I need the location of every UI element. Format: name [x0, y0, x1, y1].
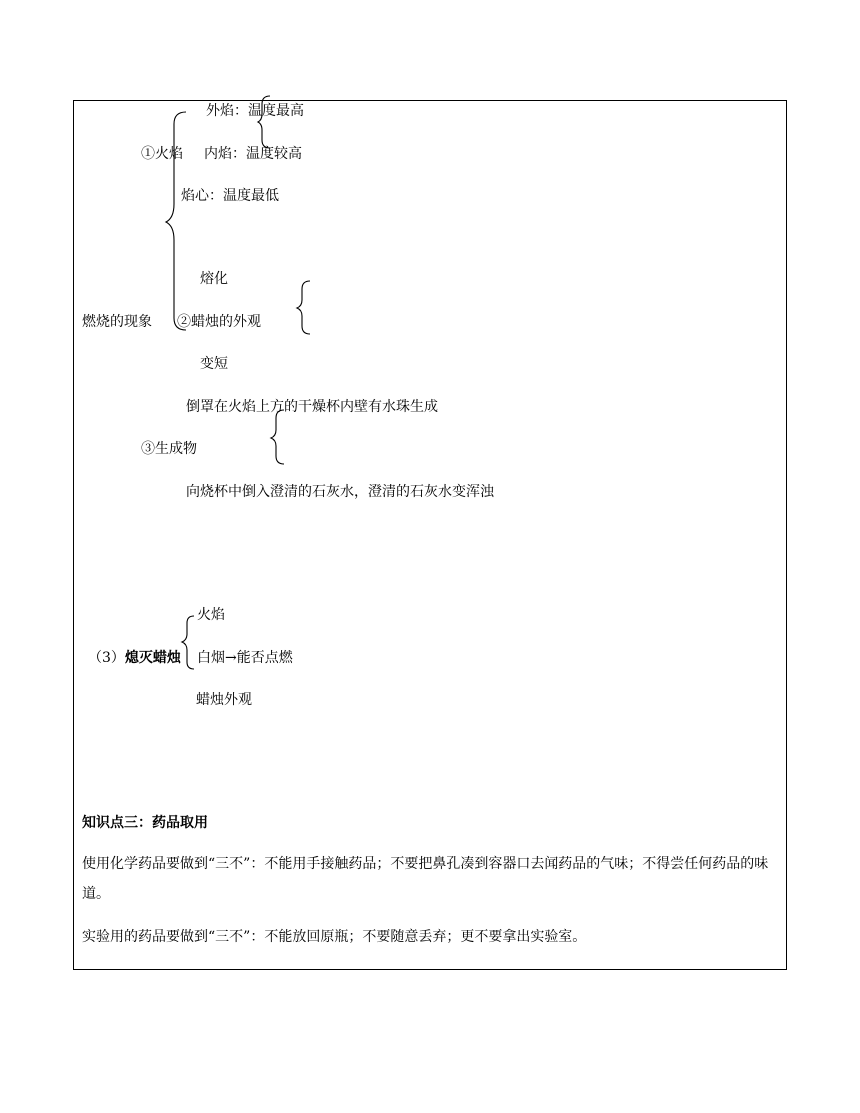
- white-smoke-text: 白烟→能否点燃: [197, 650, 293, 666]
- limewater-text: 向烧杯中倒入澄清的石灰水，澄清的石灰水变浑浊: [186, 484, 494, 500]
- knowledge3-paragraph-1: 使用化学药品要做到“三不”：不能用手接触药品；不要把鼻孔凑到容器口去闻药品的气味；不得尝任何药品的味道。: [82, 856, 769, 902]
- flame-core-text: 焰心：温度最低: [181, 188, 279, 204]
- candle-look-after-text: 蜡烛外观: [196, 692, 252, 708]
- inner-flame-text: 内焰：温度较高: [204, 146, 302, 162]
- extinguish-title: 熄灭蜡烛: [124, 650, 181, 666]
- melt-text: 熔化: [200, 271, 228, 287]
- extinguish-prefix: （3）: [88, 650, 125, 666]
- candle-look-brace: [297, 281, 310, 334]
- products-brace: [271, 410, 284, 464]
- outer-flame-text: 外焰：温度最高: [206, 103, 304, 119]
- knowledge3-heading: 知识点三：药品取用: [82, 815, 208, 831]
- flame-small-brace: [258, 96, 270, 148]
- extinguish-flame-text: 火焰: [197, 607, 225, 623]
- flame-label: ①火焰: [141, 146, 183, 162]
- extinguish-brace: [182, 616, 194, 669]
- knowledge3-paragraph-2: 实验用的药品要做到“三不”：不能放回原瓶；不要随意丢弃；更不要拿出实验室。: [82, 929, 587, 945]
- combustion-phenomena-label: 燃烧的现象: [82, 314, 152, 330]
- products-label: ③生成物: [141, 441, 197, 457]
- water-drops-text: 倒罩在火焰上方的干燥杯内壁有水珠生成: [186, 399, 438, 415]
- shorten-text: 变短: [200, 356, 228, 372]
- candle-look-label: ②蜡烛的外观: [177, 314, 261, 330]
- phenomena-brace: [166, 112, 186, 330]
